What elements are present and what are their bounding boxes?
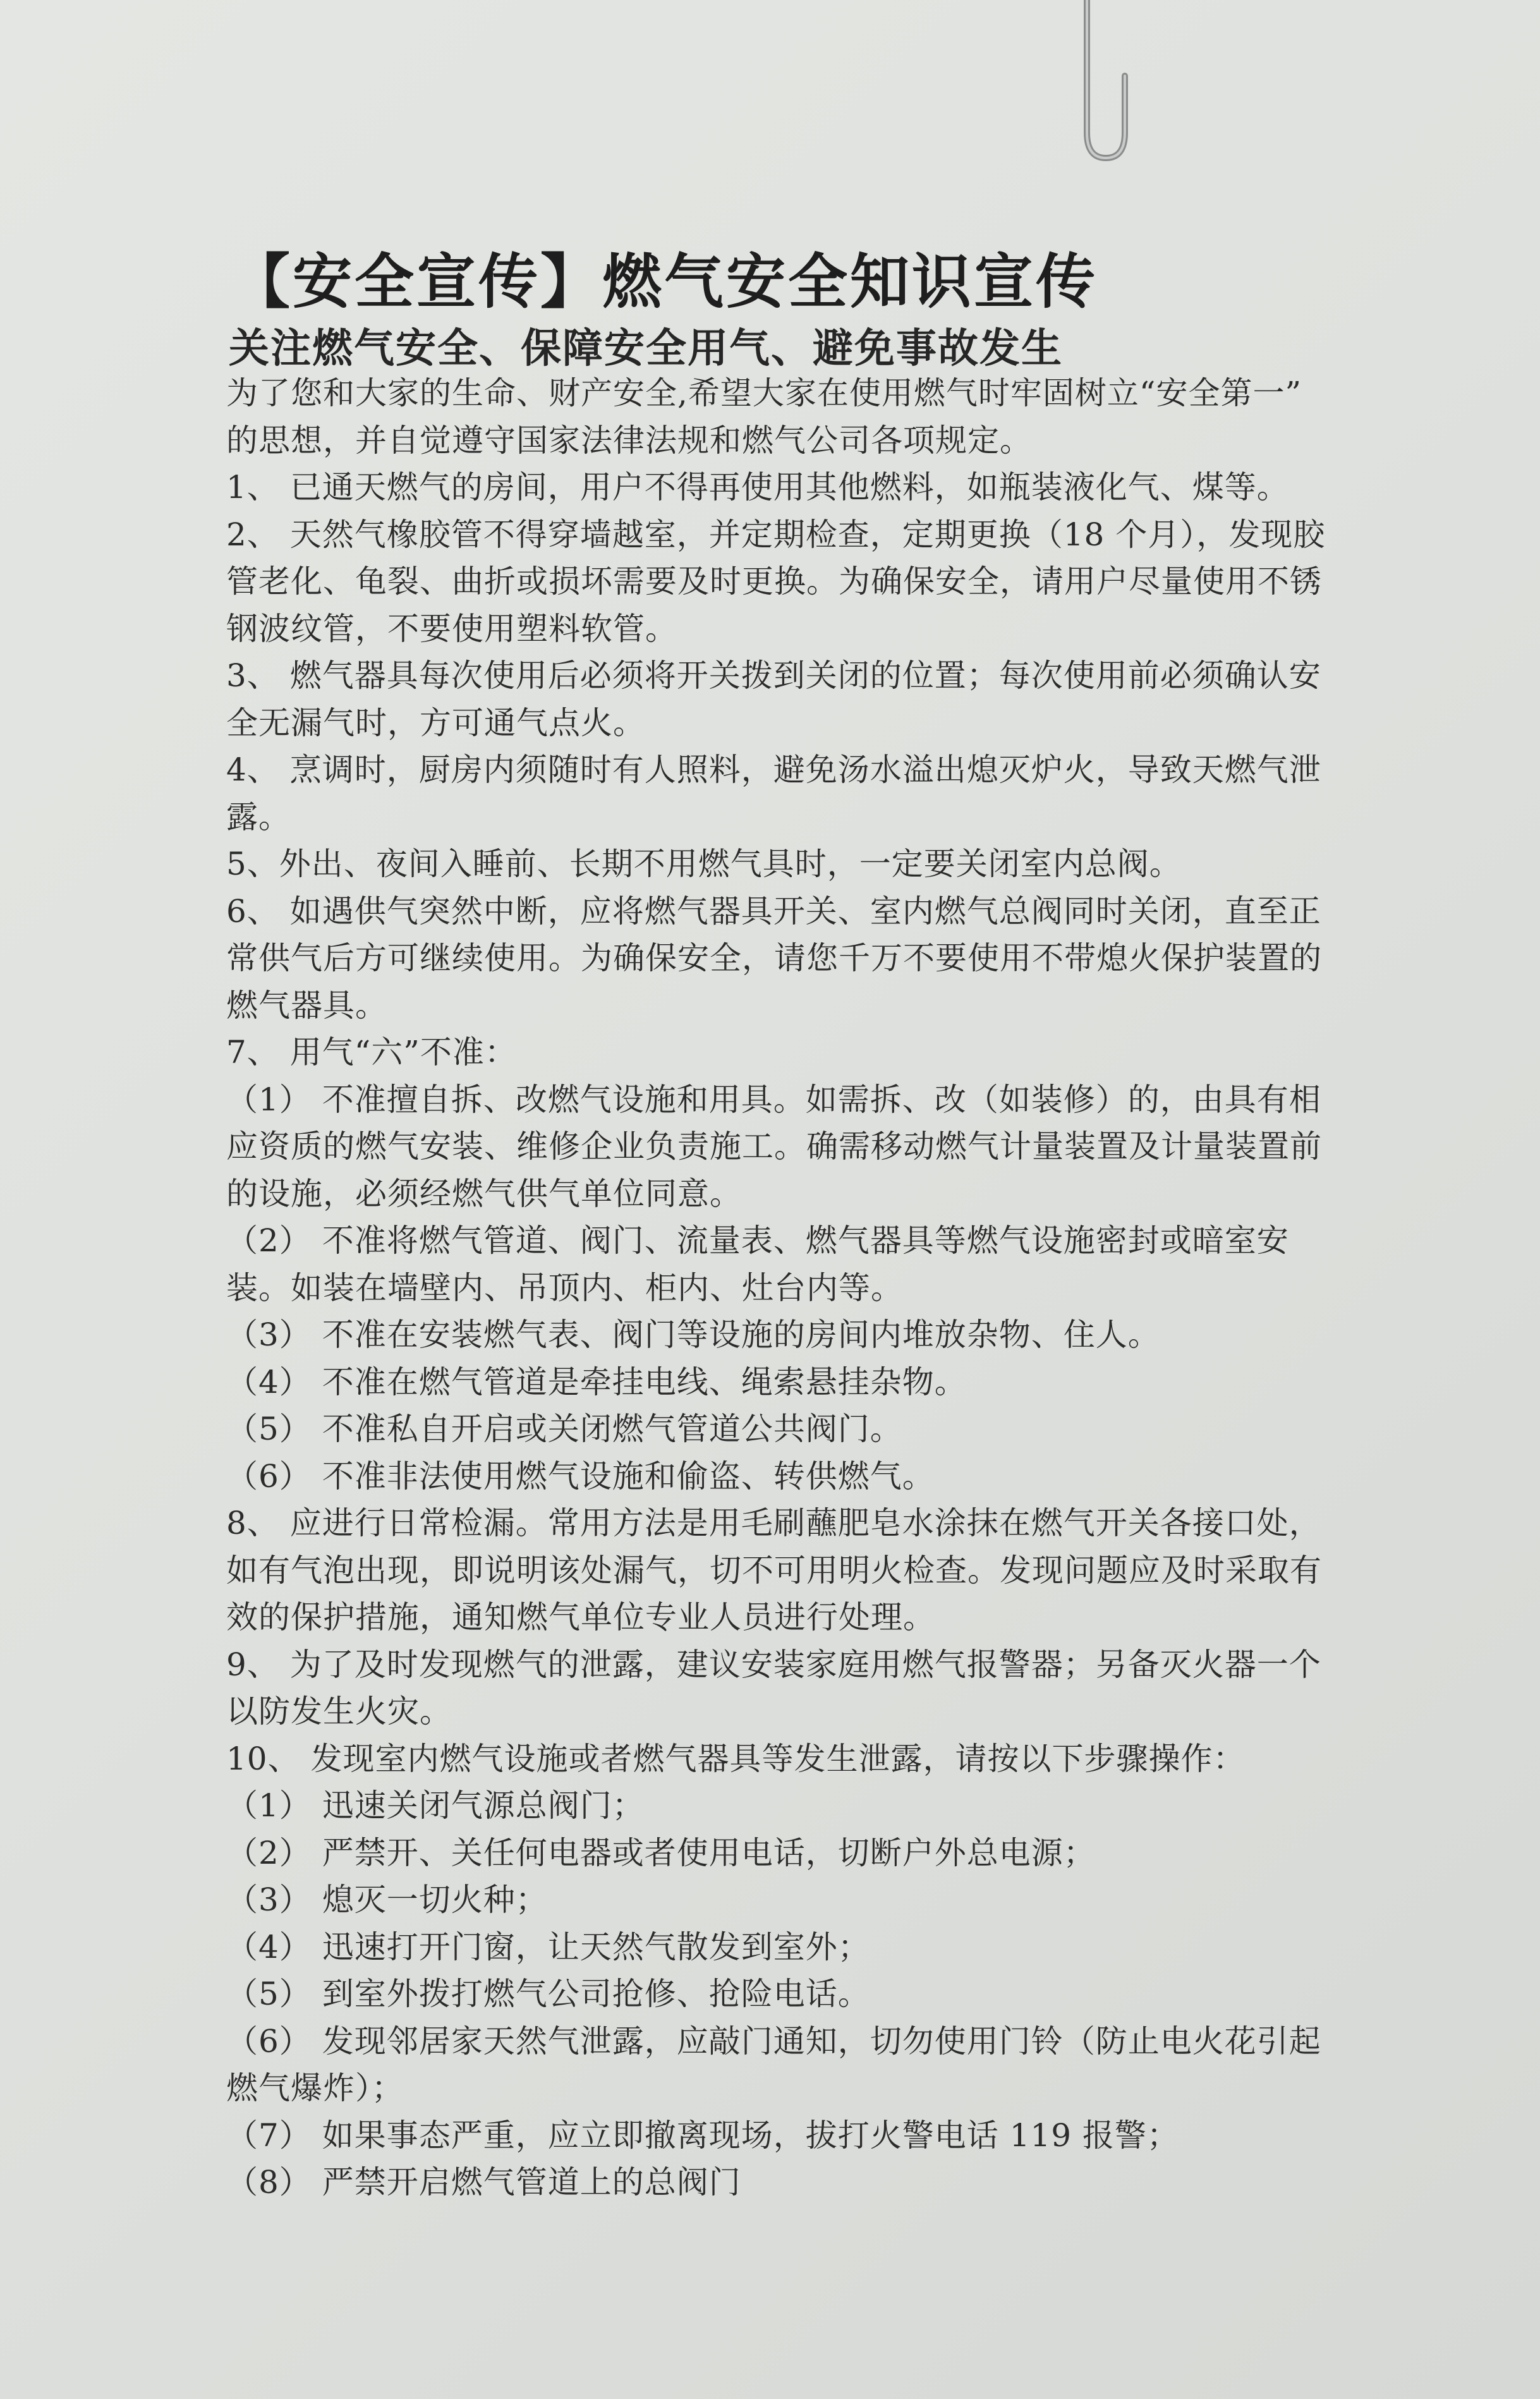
text-line: （3） 不准在安装燃气表、阀门等设施的房间内堆放杂物、住人。 (226, 1316, 1160, 1353)
text-line: （3） 熄灭一切火种； (226, 1881, 548, 1918)
text-line: 6、 如遇供气突然中断，应将燃气器具开关、室内燃气总阀同时关闭，直至正 (226, 892, 1321, 930)
text-line: （1） 迅速关闭气源总阀门； (226, 1787, 645, 1824)
text-line: （7） 如果事态严重，应立即撤离现场，拔打火警电话 119 报警； (226, 2117, 1179, 2154)
text-line: 装。如装在墙壁内、吊顶内、柜内、灶台内等。 (226, 1269, 903, 1306)
text-line: 全无漏气时，方可通气点火。 (226, 704, 645, 741)
text-line: 应资质的燃气安装、维修企业负责施工。确需移动燃气计量装置及计量装置前 (226, 1128, 1322, 1165)
text-line: 燃气爆炸）； (226, 2070, 404, 2106)
text-line: 7、 用气“六”不准： (226, 1034, 517, 1071)
document-title: 【安全宣传】燃气安全知识宣传 (231, 247, 1098, 317)
text-line: 常供气后方可继续使用。为确保安全，请您千万不要使用不带熄火保护装置的 (226, 940, 1322, 976)
document-subtitle: 关注燃气安全、保障安全用气、避免事故发生 (229, 325, 1063, 372)
text-line: 以防发生火灾。 (226, 1693, 452, 1730)
text-line: 效的保护措施，通知燃气单位专业人员进行处理。 (226, 1599, 935, 1636)
text-line: 的思想，并自觉遵守国家法律法规和燃气公司各项规定。 (226, 422, 1032, 459)
text-line: 5、外出、夜间入睡前、长期不用燃气具时，一定要关闭室内总阀。 (226, 846, 1182, 882)
text-line: 为了您和大家的生命、财产安全,希望大家在使用燃气时牢固树立“安全第一” (226, 375, 1302, 411)
text-line: 4、 烹调时，厨房内须随时有人照料，避免汤水溢出熄灭炉火，导致天燃气泄 (226, 751, 1321, 788)
paper-clip-icon (1062, 0, 1137, 171)
text-line: （5） 不准私自开启或关闭燃气管道公共阀门。 (226, 1411, 902, 1447)
text-line: 如有气泡出现，即说明该处漏气，切不可用明火检查。发现问题应及时采取有 (226, 1552, 1322, 1589)
text-line: 2、 天然气橡胶管不得穿墙越室，并定期检查，定期更换（18 个月），发现胶 (226, 516, 1326, 553)
text-line: （4） 迅速打开门窗，让天然气散发到室外； (226, 1928, 870, 1965)
text-line: 3、 燃气器具每次使用后必须将开关拨到关闭的位置；每次使用前必须确认安 (226, 657, 1321, 694)
text-line: （1） 不准擅自拆、改燃气设施和用具。如需拆、改（如装修）的，由具有相 (226, 1081, 1321, 1118)
text-line: （2） 严禁开、关任何电器或者使用电话，切断户外总电源； (226, 1834, 1096, 1871)
text-line: 8、 应进行日常检漏。常用方法是用毛刷蘸肥皂水涂抹在燃气开关各接口处， (226, 1505, 1321, 1541)
text-line: 9、 为了及时发现燃气的泄露，建议安装家庭用燃气报警器；另备灭火器一个 (226, 1646, 1321, 1683)
text-line: 钢波纹管，不要使用塑料软管。 (226, 610, 677, 647)
text-line: （6） 不准非法使用燃气设施和偷盗、转供燃气。 (226, 1457, 935, 1495)
text-line: 燃气器具。 (226, 987, 387, 1024)
text-line: 10、 发现室内燃气设施或者燃气器具等发生泄露，请按以下步骤操作： (226, 1740, 1246, 1777)
text-line: （2） 不准将燃气管道、阀门、流量表、燃气器具等燃气设施密封或暗室安 (226, 1222, 1289, 1259)
text-line: 管老化、龟裂、曲折或损坏需要及时更换。为确保安全，请用户尽量使用不锈 (226, 563, 1322, 600)
text-line: 露。 (226, 798, 291, 835)
text-line: （5） 到室外拨打燃气公司抢修、抢险电话。 (226, 1976, 870, 2012)
text-line: 1、 已通天燃气的房间，用户不得再使用其他燃料，如瓶装液化气、煤等。 (226, 469, 1289, 506)
text-line: （4） 不准在燃气管道是牵挂电线、绳索悬挂杂物。 (226, 1363, 967, 1400)
document-body (226, 370, 1446, 2206)
text-line: （8） 严禁开启燃气管道上的总阀门 (226, 2164, 741, 2201)
text-line: 的设施，必须经燃气供气单位同意。 (226, 1175, 742, 1212)
text-line: （6） 发现邻居家天然气泄露，应敲门通知，切勿使用门铃（防止电火花引起 (226, 2022, 1321, 2060)
